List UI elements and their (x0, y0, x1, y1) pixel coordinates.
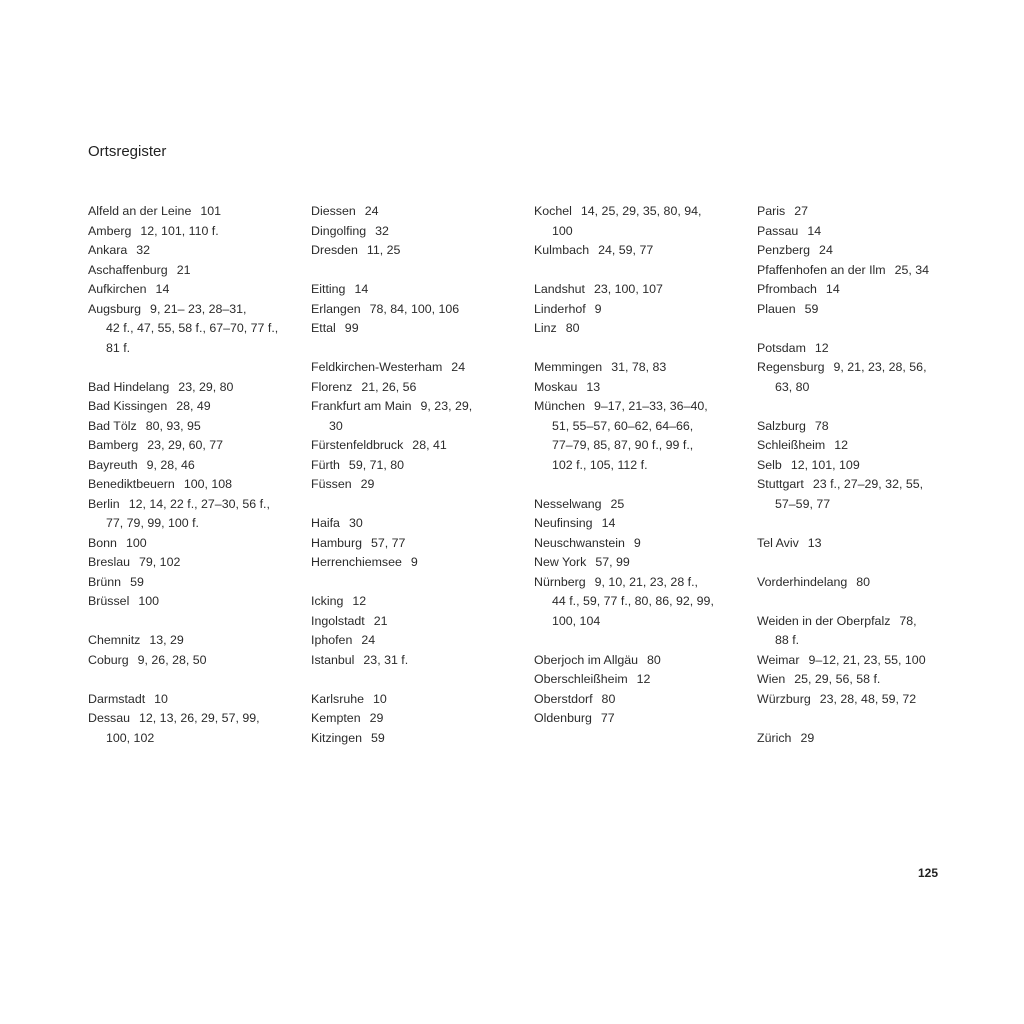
index-entry (88, 495, 308, 534)
page-references: 9, 10, 21, 23, 28 f., (594, 574, 698, 589)
page-references-continued: 42 f., 47, 55, 58 f., 67–70, 77 f., (106, 321, 279, 335)
page-references: 24 (451, 360, 466, 374)
place-name: Berlin (88, 496, 120, 511)
page-references: 23, 29, 60, 77 (147, 438, 224, 452)
page-references: 99 (344, 321, 359, 335)
page-references: 14 (155, 282, 170, 296)
place-name: Diessen (311, 204, 356, 218)
place-name: Augsburg (88, 301, 142, 316)
page-references: 31, 78, 83 (611, 360, 667, 374)
page-references: 80, 93, 95 (145, 418, 201, 433)
page-references: 23 f., 27–29, 32, 55, (812, 477, 924, 491)
place-name: Schleißheim (757, 438, 826, 452)
place-name: Bad Tölz (88, 418, 137, 433)
page-references: 25, 34 (894, 262, 930, 277)
page-references: 100 (125, 535, 147, 550)
place-name: Oberschleißheim (534, 672, 628, 686)
page-references-continued: 51, 55–57, 60–62, 64–66, (552, 418, 694, 433)
index-entry (757, 300, 977, 320)
page-references: 14 (601, 516, 616, 530)
place-name: Florenz (311, 379, 353, 394)
index-entry (757, 261, 977, 281)
index-entry (88, 300, 308, 359)
page-references: 59 (130, 574, 144, 589)
place-name: Penzberg (757, 243, 811, 257)
page-references: 12 (834, 438, 848, 452)
index-entry (311, 241, 531, 261)
index-entry (534, 709, 754, 729)
page-references: 13 (807, 535, 822, 550)
page-references: 78, 84, 100, 106 (369, 301, 460, 316)
index-entry (311, 514, 531, 534)
group-spacer (757, 553, 977, 573)
index-entry (534, 202, 754, 241)
index-entry (534, 280, 754, 300)
page-references: 78 (814, 418, 829, 433)
place-name: Kochel (534, 204, 572, 218)
place-name: Fürstenfeldbruck (311, 438, 404, 452)
index-entry (88, 378, 308, 398)
place-name: Plauen (757, 301, 796, 316)
index-entry (311, 300, 531, 320)
index-entry (757, 651, 977, 671)
place-name: Memmingen (534, 360, 603, 374)
page-references: 9 (410, 555, 418, 569)
page-references: 13, 29 (149, 633, 184, 647)
index-entry (88, 436, 308, 456)
index-entry (88, 222, 308, 242)
index-entry (311, 592, 531, 612)
page-references: 12, 101, 110 f. (140, 223, 219, 238)
index-entry (757, 202, 977, 222)
group-spacer (311, 261, 531, 281)
place-name: Darmstadt (88, 691, 146, 706)
page-references: 12 (814, 340, 829, 355)
index-entry (534, 378, 754, 398)
page-references-continued: 100 (552, 223, 573, 238)
group-spacer (534, 475, 754, 495)
place-name: Landshut (534, 282, 585, 296)
index-entry (311, 202, 531, 222)
page-references: 12, 14, 22 f., 27–30, 56 f., (128, 496, 270, 511)
page-references: 12 (636, 672, 651, 686)
page-references: 14 (825, 282, 840, 296)
page-references: 14 (354, 282, 369, 296)
page-references: 10 (154, 691, 168, 706)
index-entry (534, 553, 754, 573)
index-entry (88, 709, 308, 748)
page-references: 28, 49 (176, 399, 211, 413)
index-entry (534, 573, 754, 632)
page-references: 25, 29, 56, 58 f. (794, 672, 881, 686)
index-entry (534, 300, 754, 320)
page-references: 28, 41 (412, 438, 447, 452)
place-name: Eitting (311, 282, 346, 296)
page-references-continued: 77, 79, 99, 100 f. (106, 516, 200, 530)
index-entry (311, 456, 531, 476)
page-references-continued: 44 f., 59, 77 f., 80, 86, 92, 99, (552, 594, 714, 608)
index-column-1 (88, 202, 308, 748)
place-name: Weiden in der Oberpfalz (757, 613, 891, 628)
index-entry (311, 553, 531, 573)
page-references-continued: 100, 102 (106, 730, 155, 745)
page-references: 9, 21, 23, 28, 56, (833, 360, 927, 374)
place-name: Fürth (311, 457, 340, 472)
index-entry (311, 280, 531, 300)
page-references-continued: 63, 80 (775, 379, 810, 394)
index-entry (757, 670, 977, 690)
place-name: Icking (311, 594, 344, 608)
group-spacer (88, 670, 308, 690)
place-name: Iphofen (311, 633, 353, 647)
index-entry (757, 573, 977, 593)
place-name: New York (534, 555, 587, 569)
page-references: 29 (369, 711, 384, 725)
page-references: 32 (375, 223, 389, 238)
page-references: 12, 13, 26, 29, 57, 99, (139, 711, 260, 725)
index-entry (757, 456, 977, 476)
group-spacer (757, 709, 977, 729)
index-entry (311, 651, 531, 671)
place-name: Haifa (311, 516, 340, 530)
place-name: Pfrombach (757, 282, 817, 296)
page-number: 125 (918, 866, 939, 880)
page-references: 13 (586, 379, 601, 394)
index-entry (534, 514, 754, 534)
page-references: 14 (807, 223, 822, 238)
page-references: 80 (856, 574, 871, 589)
page-references: 9, 28, 46 (146, 457, 195, 472)
group-spacer (88, 358, 308, 378)
page-references: 21, 26, 56 (361, 379, 417, 394)
page-references: 9, 21– 23, 28–31, (150, 301, 247, 316)
index-entry (88, 456, 308, 476)
index-entry (311, 319, 531, 339)
page-references: 100 (138, 594, 160, 608)
page-references: 100, 108 (183, 477, 233, 491)
page-references: 11, 25 (366, 243, 401, 257)
page-references: 79, 102 (139, 555, 181, 569)
index-entry (534, 534, 754, 554)
index-entry (311, 612, 531, 632)
place-name: Frankfurt am Main (311, 399, 412, 413)
page-references: 9, 23, 29, (420, 399, 473, 413)
page-references: 80 (601, 691, 616, 706)
index-column-3 (534, 202, 754, 729)
page-references: 80 (565, 321, 580, 335)
page-references: 9–17, 21–33, 36–40, (593, 399, 708, 413)
group-spacer (757, 514, 977, 534)
place-name: Aufkirchen (88, 282, 147, 296)
index-entry (88, 241, 308, 261)
index-entry (311, 378, 531, 398)
place-name: Füssen (311, 477, 352, 491)
group-spacer (311, 573, 531, 593)
index-entry (88, 202, 308, 222)
place-name: Nürnberg (534, 574, 586, 589)
index-entry (88, 475, 308, 495)
index-entry (88, 261, 308, 281)
group-spacer (757, 397, 977, 417)
place-name: Brüssel (88, 594, 130, 608)
place-name: Linz (534, 321, 557, 335)
place-name: Oberstdorf (534, 691, 593, 706)
place-name: Kitzingen (311, 730, 362, 745)
page-references: 9–12, 21, 23, 55, 100 (808, 652, 926, 667)
index-entry (311, 709, 531, 729)
page-references: 59 (804, 301, 819, 316)
page-references: 9 (633, 535, 641, 550)
index-entry (757, 612, 977, 651)
place-name: Oldenburg (534, 711, 592, 725)
place-name: Bad Kissingen (88, 399, 168, 413)
index-entry (757, 417, 977, 437)
place-name: Herrenchiemsee (311, 555, 402, 569)
page-references: 57, 99 (595, 555, 630, 569)
page-references-continued: 88 f. (775, 633, 800, 647)
page-references-continued: 57–59, 77 (775, 496, 831, 511)
index-entry (311, 690, 531, 710)
place-name: Istanbul (311, 652, 355, 667)
place-name: München (534, 399, 585, 413)
index-entry (88, 690, 308, 710)
index-entry (88, 417, 308, 437)
page-references: 59, 71, 80 (348, 457, 405, 472)
page-references-continued: 81 f. (106, 340, 131, 355)
index-entry (757, 339, 977, 359)
page-references: 12 (352, 594, 367, 608)
index-column-2 (311, 202, 531, 748)
page-references: 77 (600, 711, 615, 725)
index-entry (757, 241, 977, 261)
index-entry (757, 475, 977, 514)
page-references: 12, 101, 109 (790, 457, 860, 472)
place-name: Potsdam (757, 340, 806, 355)
index-entry (534, 358, 754, 378)
group-spacer (534, 339, 754, 359)
index-entry (534, 397, 754, 475)
place-name: Ettal (311, 321, 336, 335)
index-entry (88, 397, 308, 417)
place-name: Oberjoch im Allgäu (534, 652, 638, 667)
place-name: Breslau (88, 555, 131, 569)
page-references: 78, (899, 613, 917, 628)
page-references: 14, 25, 29, 35, 80, 94, (580, 204, 702, 218)
index-entry (534, 670, 754, 690)
page-references: 25 (610, 496, 625, 511)
place-name: Selb (757, 457, 782, 472)
index-entry (757, 436, 977, 456)
page-title: Ortsregister (88, 143, 167, 160)
index-entry (534, 319, 754, 339)
index-column-4 (757, 202, 977, 748)
place-name: Passau (757, 223, 799, 238)
place-name: Amberg (88, 223, 132, 238)
page-references-continued: 102 f., 105, 112 f. (552, 457, 648, 472)
index-entry (311, 222, 531, 242)
group-spacer (311, 495, 531, 515)
index-entry (88, 534, 308, 554)
place-name: Kempten (311, 711, 361, 725)
index-entry (311, 397, 531, 436)
group-spacer (88, 612, 308, 632)
place-name: Alfeld an der Leine (88, 204, 192, 218)
index-entry (757, 222, 977, 242)
place-name: Pfaffenhofen an der Ilm (757, 262, 886, 277)
index-entry (88, 631, 308, 651)
page-references: 27 (794, 204, 809, 218)
index-entry (311, 358, 531, 378)
place-name: Brünn (88, 574, 122, 589)
place-name: Aschaffenburg (88, 262, 168, 277)
index-entry (88, 573, 308, 593)
page-references: 24, 59, 77 (598, 243, 654, 257)
page-references-continued: 100, 104 (552, 613, 601, 628)
place-name: Dingolfing (311, 223, 367, 238)
index-entry (311, 534, 531, 554)
place-name: Dresden (311, 243, 358, 257)
page-references: 23, 29, 80 (178, 379, 234, 394)
place-name: Neufinsing (534, 516, 593, 530)
page-references: 59 (370, 730, 385, 745)
place-name: Benediktbeuern (88, 477, 175, 491)
place-name: Dessau (88, 711, 131, 725)
index-entry (311, 475, 531, 495)
place-name: Ingolstadt (311, 613, 365, 628)
place-name: Chemnitz (88, 633, 141, 647)
page-references: 29 (360, 477, 375, 491)
index-entry (88, 651, 308, 671)
index-entry (757, 690, 977, 710)
place-name: Stuttgart (757, 477, 804, 491)
index-entry (311, 729, 531, 749)
place-name: Hamburg (311, 535, 362, 550)
group-spacer (534, 261, 754, 281)
page-references: 21 (373, 613, 388, 628)
index-entry (757, 534, 977, 554)
place-name: Coburg (88, 652, 129, 667)
page-references: 32 (136, 243, 151, 257)
index-entry (88, 280, 308, 300)
place-name: Kulmbach (534, 243, 590, 257)
index-entry (534, 690, 754, 710)
page-references: 23, 100, 107 (593, 282, 663, 296)
page-references: 29 (800, 730, 815, 745)
page-references: 23, 28, 48, 59, 72 (819, 691, 917, 706)
place-name: Neuschwanstein (534, 535, 625, 550)
index-entry (534, 495, 754, 515)
place-name: Linderhof (534, 301, 586, 316)
place-name: Zürich (757, 730, 792, 745)
page-references: 30 (348, 516, 363, 530)
place-name: Tel Aviv (757, 535, 799, 550)
group-spacer (534, 631, 754, 651)
page-references: 57, 77 (370, 535, 406, 550)
page-references: 9, 26, 28, 50 (137, 652, 207, 667)
place-name: Feldkirchen-Westerham (311, 360, 443, 374)
index-entry (311, 436, 531, 456)
place-name: Karlsruhe (311, 691, 365, 706)
page-references: 80 (647, 652, 661, 667)
page-references: 24 (361, 633, 376, 647)
group-spacer (311, 670, 531, 690)
page-references: 101 (200, 204, 222, 218)
index-entry (534, 241, 754, 261)
place-name: Vorderhindelang (757, 574, 848, 589)
page-references-continued: 77–79, 85, 87, 90 f., 99 f., (552, 438, 694, 452)
place-name: Bayreuth (88, 457, 138, 472)
page-references-continued: 30 (329, 418, 343, 433)
place-name: Erlangen (311, 301, 361, 316)
index-entry (757, 358, 977, 397)
group-spacer (757, 319, 977, 339)
place-name: Moskau (534, 379, 578, 394)
place-name: Bonn (88, 535, 117, 550)
place-name: Weimar (757, 652, 800, 667)
place-name: Regensburg (757, 360, 825, 374)
place-name: Paris (757, 204, 786, 218)
page-references: 10 (373, 691, 387, 706)
place-name: Salzburg (757, 418, 806, 433)
group-spacer (757, 592, 977, 612)
page-references: 23, 31 f. (363, 652, 409, 667)
place-name: Bamberg (88, 438, 139, 452)
place-name: Bad Hindelang (88, 379, 170, 394)
place-name: Würzburg (757, 691, 811, 706)
group-spacer (311, 339, 531, 359)
place-name: Nesselwang (534, 496, 602, 511)
index-entry (88, 592, 308, 612)
place-name: Wien (757, 672, 786, 686)
page-references: 24 (364, 204, 379, 218)
index-entry (757, 280, 977, 300)
place-name: Ankara (88, 243, 128, 257)
page-references: 9 (594, 301, 602, 316)
page-references: 24 (819, 243, 833, 257)
index-entry (311, 631, 531, 651)
page-references: 21 (176, 262, 191, 277)
index-entry (534, 651, 754, 671)
index-entry (88, 553, 308, 573)
index-entry (757, 729, 977, 749)
